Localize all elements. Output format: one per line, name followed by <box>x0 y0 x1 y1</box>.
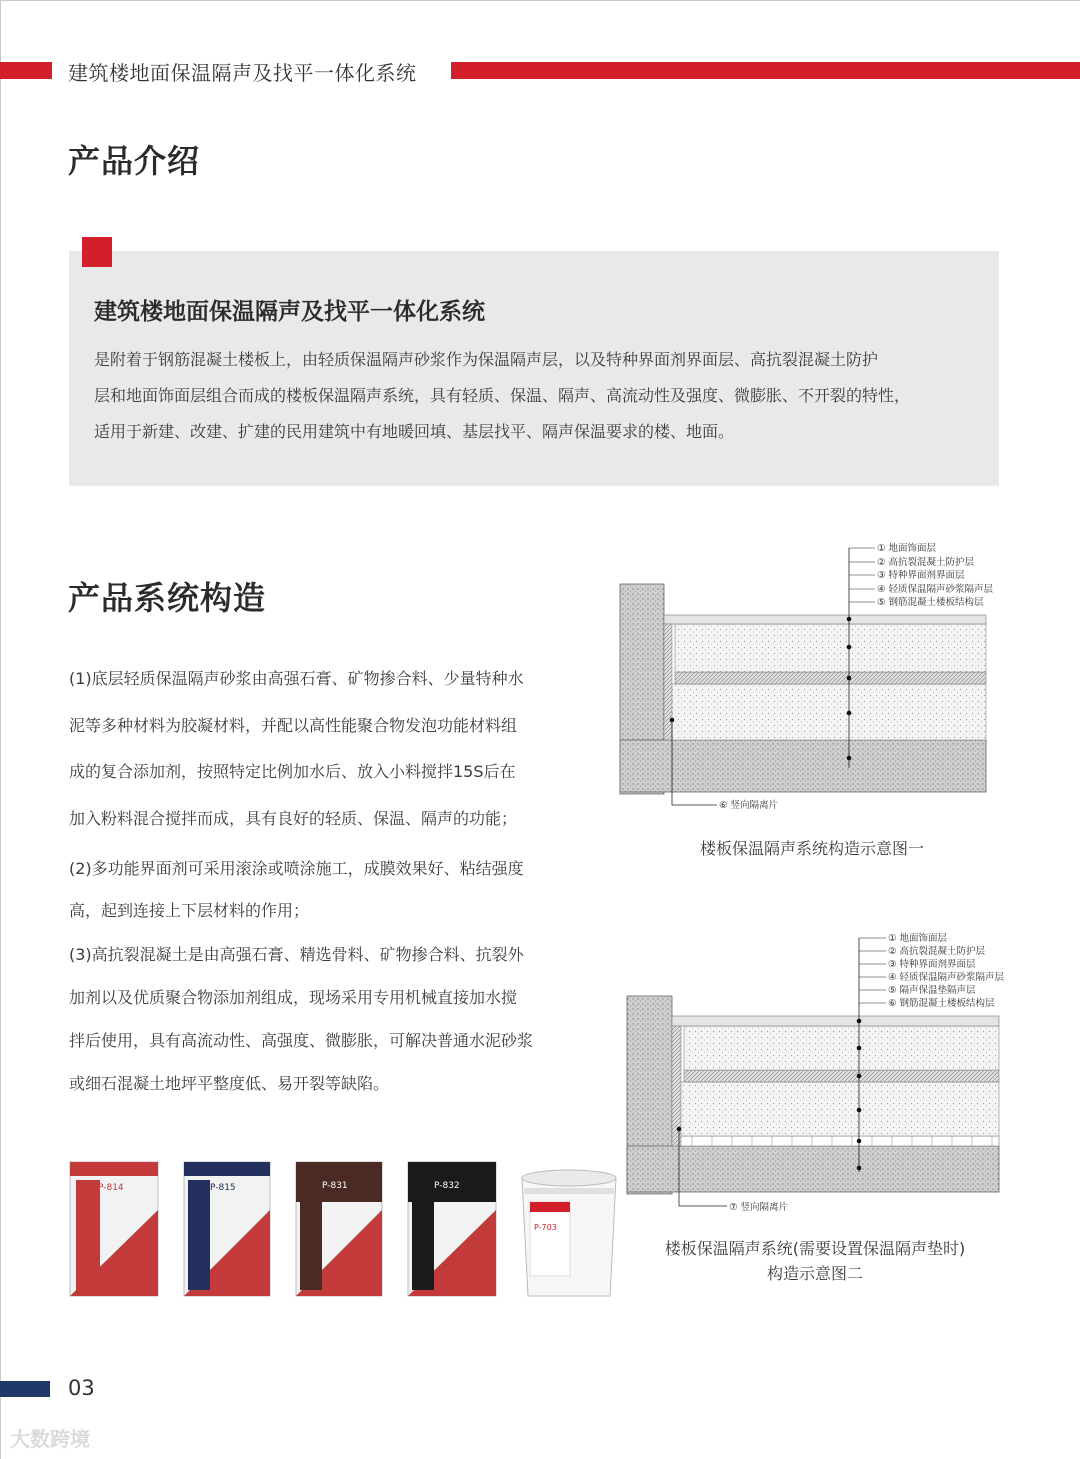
product-code: P-831 <box>322 1181 348 1191</box>
paragraph-line: 拌后使用，具有高流动性、高强度、微膨胀，可解决普通水泥砂浆 <box>69 1031 534 1050</box>
paragraph-line: 泥等多种材料为胶凝材料，并配以高性能聚合物发泡功能材料组 <box>69 715 518 735</box>
section-title-product-intro: 产品介绍 <box>68 142 201 180</box>
intro-text <box>94 342 964 450</box>
diagram2-label: ④ 轻质保温隔声砂浆隔声层 <box>888 972 1005 983</box>
diagram1-label: ② 高抗裂混凝土防护层 <box>877 557 975 568</box>
diagram2-label: ③ 特种界面剂界面层 <box>888 959 976 970</box>
paragraph-2 <box>69 848 569 932</box>
diagram1-label: ⑤ 钢筋混凝土楼板结构层 <box>877 597 984 608</box>
diagram1-label: ① 地面饰面层 <box>877 543 937 554</box>
product-code: P-815 <box>210 1183 236 1193</box>
paragraph-line: 成的复合添加剂，按照特定比例加水后、放入小料搅拌15S后在 <box>69 762 516 781</box>
paragraph-line: 或细石混凝土地坪平整度低、易开裂等缺陷。 <box>69 1074 390 1093</box>
product-code: P-814 <box>98 1183 124 1193</box>
header-accent-bar-right <box>451 62 1080 79</box>
page-number: 03 <box>68 1376 95 1400</box>
paragraph-line: (3)高抗裂混凝土是由高强石膏、精选骨料、矿物掺合料、抗裂外 <box>69 945 524 964</box>
paragraph-line: (1)底层轻质保温隔声砂浆由高强石膏、矿物掺合料、少量特种水 <box>69 669 524 688</box>
diagram1-bottom-label: ⑥ 竖向隔离片 <box>719 800 779 811</box>
structure-diagram-1 <box>617 538 997 818</box>
diagram2-label: ⑥ 钢筋混凝土楼板结构层 <box>888 998 995 1009</box>
diagram2-label: ① 地面饰面层 <box>888 933 948 944</box>
product-bag-p831 <box>296 1162 382 1296</box>
paragraph-1 <box>69 656 569 842</box>
product-code: P-832 <box>434 1181 460 1191</box>
product-bag-p814 <box>70 1162 158 1296</box>
paragraph-3 <box>69 933 569 1105</box>
diagram2-label: ② 高抗裂混凝土防护层 <box>888 946 986 957</box>
paragraph-line: 加入粉料混合搅拌而成，具有良好的轻质、保温、隔声的功能； <box>69 808 518 828</box>
intro-line: 层和地面饰面层组合而成的楼板保温隔声系统，具有轻质、保温、隔声、高流动性及强度、微膨胀、不开裂的特性， <box>94 386 911 405</box>
paragraph-line: 高，起到连接上下层材料的作用； <box>69 901 310 920</box>
paragraph-line: 加剂以及优质聚合物添加剂组成，现场采用专用机械直接加水搅 <box>69 988 518 1007</box>
product-code: P-703 <box>534 1223 557 1232</box>
diagram2-bottom-label: ⑦ 竖向隔离片 <box>729 1202 789 1213</box>
watermark: 大数跨境 <box>10 1427 90 1451</box>
product-lineup <box>68 1150 628 1310</box>
paragraph-line: (2)多功能界面剂可采用滚涂或喷涂施工，成膜效果好、粘结强度 <box>69 859 524 878</box>
intro-accent-square <box>82 237 112 267</box>
diagram2-label: ⑤ 隔声保温垫隔声层 <box>888 985 976 996</box>
diagram2-caption-line1: 楼板保温隔声系统(需要设置保温隔声垫时) <box>664 1239 966 1258</box>
section-title-system-structure: 产品系统构造 <box>68 579 267 617</box>
header-accent-bar-left <box>0 62 52 79</box>
diagram1-label: ③ 特种界面剂界面层 <box>877 570 965 581</box>
product-bucket-p703 <box>522 1170 616 1296</box>
diagram1-label: ④ 轻质保温隔声砂浆隔声层 <box>877 584 994 595</box>
header-title: 建筑楼地面保温隔声及找平一体化系统 <box>68 61 417 85</box>
structure-diagram-2 <box>622 928 1042 1220</box>
intro-heading: 建筑楼地面保温隔声及找平一体化系统 <box>94 299 485 325</box>
intro-line: 适用于新建、改建、扩建的民用建筑中有地暖回填、基层找平、隔声保温要求的楼、地面。 <box>94 422 735 441</box>
footer-accent-bar <box>0 1381 50 1397</box>
intro-line: 是附着于钢筋混凝土楼板上，由轻质保温隔声砂浆作为保温隔声层，以及特种界面剂界面层、高抗裂混凝土防护 <box>94 350 879 369</box>
diagram1-caption: 楼板保温隔声系统构造示意图一 <box>700 839 925 858</box>
product-bag-p832 <box>408 1162 496 1296</box>
product-bag-p815 <box>184 1162 270 1296</box>
diagram2-caption-line2: 构造示意图二 <box>766 1264 863 1283</box>
